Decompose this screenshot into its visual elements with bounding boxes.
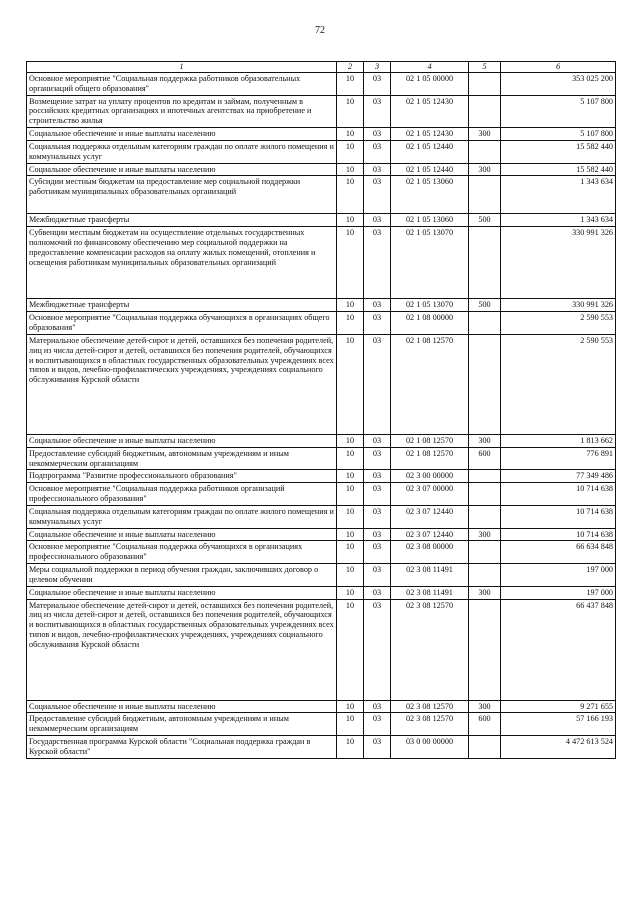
table-header-row	[27, 62, 616, 73]
row-target-code: 02 1 08 12570	[391, 447, 469, 470]
row-section: 10	[337, 483, 364, 506]
row-expense-type: 300	[469, 528, 501, 541]
row-name: Социальное обеспечение и иные выплаты населению	[27, 163, 337, 176]
row-section: 10	[337, 528, 364, 541]
row-name: Межбюджетные трансферты	[27, 299, 337, 312]
row-name: Возмещение затрат на уплату процентов по кредитам и займам, полученным в российских кредитных организациях и ипотечных агентствах на приобретение и строительство жилья	[27, 95, 337, 128]
row-target-code: 02 1 05 00000	[391, 72, 469, 95]
row-subsection: 03	[364, 299, 391, 312]
row-expense-type	[469, 470, 501, 483]
row-section: 10	[337, 447, 364, 470]
row-section: 10	[337, 434, 364, 447]
row-name: Субвенции местным бюджетам на осуществление отдельных государственных полномочий по финансовому обеспечению мер социальной поддержки на предоставление компенсации расходов на оплату жилых помещений, отопления и освещения работникам муниципальных образовательных организаций	[27, 227, 337, 299]
row-section: 10	[337, 586, 364, 599]
row-subsection: 03	[364, 586, 391, 599]
row-target-code: 02 3 08 11491	[391, 586, 469, 599]
table-row	[27, 713, 616, 736]
row-subsection: 03	[364, 434, 391, 447]
row-name: Государственная программа Курской области "Социальная поддержка граждан в Курской области"	[27, 736, 337, 759]
row-amount: 353 025 200	[501, 72, 616, 95]
row-expense-type	[469, 483, 501, 506]
row-amount: 15 582 440	[501, 163, 616, 176]
row-target-code: 02 1 05 13070	[391, 299, 469, 312]
row-amount: 1 343 634	[501, 176, 616, 214]
row-section: 10	[337, 72, 364, 95]
row-target-code: 02 1 05 13060	[391, 176, 469, 214]
row-name: Социальное обеспечение и иные выплаты населению	[27, 128, 337, 141]
header-col-4: 4	[391, 62, 469, 73]
row-target-code: 02 1 05 12440	[391, 140, 469, 163]
row-expense-type: 300	[469, 586, 501, 599]
row-amount: 5 107 800	[501, 128, 616, 141]
row-subsection: 03	[364, 227, 391, 299]
table-row	[27, 700, 616, 713]
row-amount: 4 472 613 524	[501, 736, 616, 759]
row-section: 10	[337, 163, 364, 176]
table-row	[27, 599, 616, 700]
row-amount: 10 714 638	[501, 483, 616, 506]
table-row	[27, 434, 616, 447]
row-target-code: 02 1 05 13060	[391, 214, 469, 227]
header-col-2: 2	[337, 62, 364, 73]
row-amount: 330 991 326	[501, 227, 616, 299]
row-expense-type	[469, 140, 501, 163]
row-amount: 10 714 638	[501, 528, 616, 541]
row-name: Социальное обеспечение и иные выплаты населению	[27, 586, 337, 599]
row-subsection: 03	[364, 541, 391, 564]
row-expense-type	[469, 72, 501, 95]
row-section: 10	[337, 736, 364, 759]
row-target-code: 02 1 05 13070	[391, 227, 469, 299]
row-expense-type: 300	[469, 434, 501, 447]
row-expense-type	[469, 599, 501, 700]
row-amount: 9 271 655	[501, 700, 616, 713]
row-expense-type: 500	[469, 299, 501, 312]
row-section: 10	[337, 299, 364, 312]
row-section: 10	[337, 227, 364, 299]
row-subsection: 03	[364, 700, 391, 713]
table-row	[27, 541, 616, 564]
row-section: 10	[337, 505, 364, 528]
table-row	[27, 128, 616, 141]
header-col-6: 6	[501, 62, 616, 73]
row-target-code: 03 0 00 00000	[391, 736, 469, 759]
row-section: 10	[337, 541, 364, 564]
row-target-code: 02 3 08 12570	[391, 713, 469, 736]
row-amount: 66 437 848	[501, 599, 616, 700]
row-subsection: 03	[364, 95, 391, 128]
row-subsection: 03	[364, 214, 391, 227]
row-expense-type	[469, 505, 501, 528]
row-expense-type	[469, 736, 501, 759]
row-subsection: 03	[364, 334, 391, 434]
row-expense-type	[469, 334, 501, 434]
table-row	[27, 214, 616, 227]
row-name: Социальная поддержка отдельным категориям граждан по оплате жилого помещения и коммунальных услуг	[27, 505, 337, 528]
table-row	[27, 736, 616, 759]
row-target-code: 02 1 05 12430	[391, 95, 469, 128]
row-name: Основное мероприятие "Социальная поддержка работников образовательных организаций общего образования"	[27, 72, 337, 95]
table-row	[27, 227, 616, 299]
row-target-code: 02 1 05 12440	[391, 163, 469, 176]
row-expense-type	[469, 227, 501, 299]
row-subsection: 03	[364, 599, 391, 700]
row-section: 10	[337, 700, 364, 713]
row-subsection: 03	[364, 140, 391, 163]
row-target-code: 02 1 08 12570	[391, 434, 469, 447]
row-amount: 2 590 553	[501, 334, 616, 434]
row-amount: 15 582 440	[501, 140, 616, 163]
row-expense-type	[469, 312, 501, 335]
row-amount: 2 590 553	[501, 312, 616, 335]
row-target-code: 02 3 00 00000	[391, 470, 469, 483]
row-name: Социальное обеспечение и иные выплаты населению	[27, 434, 337, 447]
row-amount: 197 000	[501, 564, 616, 587]
row-name: Материальное обеспечение детей-сирот и детей, оставшихся без попечения родителей, лиц из числа детей-сирот и детей, оставшихся без попечения родителей, обучающихся и воспитывающихся в областных государственных образовательных учреждениях всех типов и видов, лечебно-профилактических учреждениях, учреждениях социального обслуживания Курской области	[27, 599, 337, 700]
row-target-code: 02 3 07 12440	[391, 528, 469, 541]
row-name: Подпрограмма "Развитие профессионального образования"	[27, 470, 337, 483]
row-name: Материальное обеспечение детей-сирот и детей, оставшихся без попечения родителей, лиц из числа детей-сирот и детей, оставшихся без попечения родителей, обучающихся и воспитывающихся в областных государственных образовательных учреждениях всех типов и видов, лечебно-профилактических учреждениях, учреждениях социального обслуживания Курской области	[27, 334, 337, 434]
header-col-5: 5	[469, 62, 501, 73]
row-subsection: 03	[364, 176, 391, 214]
row-name: Субсидии местным бюджетам на предоставление мер социальной поддержки работникам муниципальных образовательных организаций	[27, 176, 337, 214]
table-row	[27, 586, 616, 599]
row-target-code: 02 1 08 00000	[391, 312, 469, 335]
row-section: 10	[337, 470, 364, 483]
row-name: Основное мероприятие "Социальная поддержка работников организаций профессионального образования"	[27, 483, 337, 506]
table-row	[27, 299, 616, 312]
row-name: Основное мероприятие "Социальная поддержка обучающихся в организациях профессионального образования"	[27, 541, 337, 564]
row-name: Предоставление субсидий бюджетным, автономным учреждениям и иным некоммерческим организациям	[27, 713, 337, 736]
row-subsection: 03	[364, 713, 391, 736]
row-target-code: 02 3 08 12570	[391, 700, 469, 713]
row-subsection: 03	[364, 312, 391, 335]
row-subsection: 03	[364, 505, 391, 528]
row-target-code: 02 1 05 12430	[391, 128, 469, 141]
row-target-code: 02 1 08 12570	[391, 334, 469, 434]
row-expense-type	[469, 541, 501, 564]
table-row	[27, 447, 616, 470]
row-amount: 1 343 634	[501, 214, 616, 227]
row-amount: 1 813 662	[501, 434, 616, 447]
table-row	[27, 163, 616, 176]
row-expense-type: 600	[469, 713, 501, 736]
row-expense-type: 300	[469, 700, 501, 713]
row-target-code: 02 3 08 00000	[391, 541, 469, 564]
table-row	[27, 72, 616, 95]
table-row	[27, 564, 616, 587]
row-target-code: 02 3 08 11491	[391, 564, 469, 587]
row-amount: 330 991 326	[501, 299, 616, 312]
table-row	[27, 95, 616, 128]
table-row	[27, 140, 616, 163]
row-target-code: 02 3 07 12440	[391, 505, 469, 528]
table-row	[27, 483, 616, 506]
row-expense-type: 300	[469, 128, 501, 141]
header-col-1: 1	[27, 62, 337, 73]
row-section: 10	[337, 599, 364, 700]
row-subsection: 03	[364, 736, 391, 759]
row-subsection: 03	[364, 128, 391, 141]
row-section: 10	[337, 564, 364, 587]
row-section: 10	[337, 95, 364, 128]
row-name: Социальное обеспечение и иные выплаты населению	[27, 528, 337, 541]
row-section: 10	[337, 312, 364, 335]
row-subsection: 03	[364, 72, 391, 95]
row-target-code: 02 3 07 00000	[391, 483, 469, 506]
row-amount: 197 000	[501, 586, 616, 599]
row-name: Социальное обеспечение и иные выплаты населению	[27, 700, 337, 713]
row-target-code: 02 3 08 12570	[391, 599, 469, 700]
row-section: 10	[337, 713, 364, 736]
row-subsection: 03	[364, 470, 391, 483]
row-expense-type	[469, 564, 501, 587]
row-expense-type: 500	[469, 214, 501, 227]
row-subsection: 03	[364, 564, 391, 587]
row-subsection: 03	[364, 528, 391, 541]
row-name: Социальная поддержка отдельным категориям граждан по оплате жилого помещения и коммунальных услуг	[27, 140, 337, 163]
row-name: Предоставление субсидий бюджетным, автономным учреждениям и иным некоммерческим организациям	[27, 447, 337, 470]
row-expense-type: 600	[469, 447, 501, 470]
row-subsection: 03	[364, 447, 391, 470]
row-subsection: 03	[364, 483, 391, 506]
row-expense-type: 300	[469, 163, 501, 176]
row-name: Межбюджетные трансферты	[27, 214, 337, 227]
table-row	[27, 176, 616, 214]
table-row	[27, 528, 616, 541]
row-section: 10	[337, 214, 364, 227]
row-amount: 77 349 486	[501, 470, 616, 483]
row-amount: 66 634 848	[501, 541, 616, 564]
row-amount: 5 107 800	[501, 95, 616, 128]
row-amount: 10 714 638	[501, 505, 616, 528]
row-name: Основное мероприятие "Социальная поддержка обучающихся в организациях общего образования"	[27, 312, 337, 335]
row-section: 10	[337, 140, 364, 163]
table-row	[27, 470, 616, 483]
row-section: 10	[337, 176, 364, 214]
row-expense-type	[469, 176, 501, 214]
table-row	[27, 334, 616, 434]
table-row	[27, 312, 616, 335]
row-amount: 776 891	[501, 447, 616, 470]
row-amount: 57 166 193	[501, 713, 616, 736]
row-section: 10	[337, 128, 364, 141]
row-subsection: 03	[364, 163, 391, 176]
row-section: 10	[337, 334, 364, 434]
budget-table	[26, 61, 616, 759]
table-row	[27, 505, 616, 528]
page-number: 72	[315, 25, 325, 36]
row-expense-type	[469, 95, 501, 128]
header-col-3: 3	[364, 62, 391, 73]
row-name: Меры социальной поддержки в период обучения граждан, заключивших договор о целевом обучении	[27, 564, 337, 587]
